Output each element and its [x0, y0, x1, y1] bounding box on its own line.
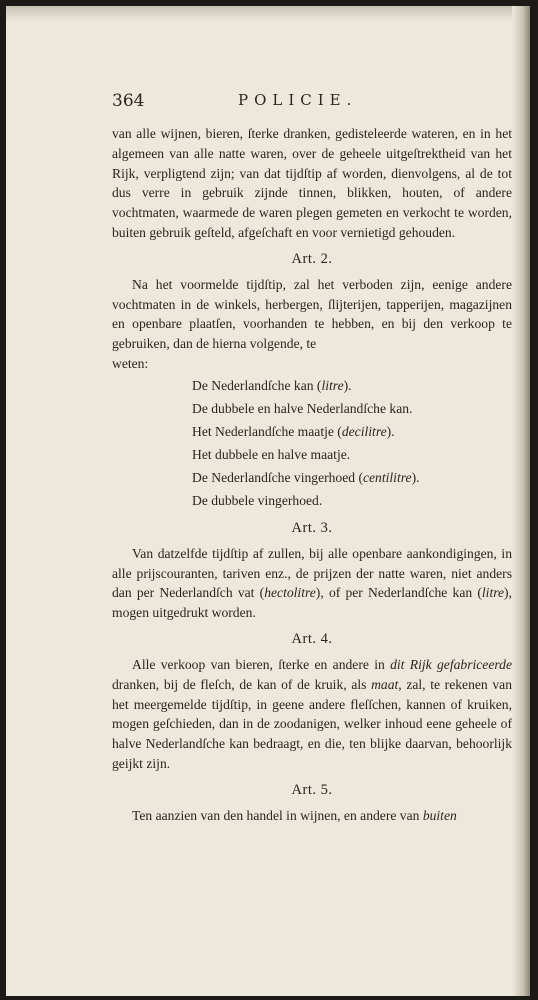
page-top-shadow — [6, 6, 530, 22]
book-page — [6, 6, 530, 996]
article-3-heading: Art. 3. — [291, 519, 333, 536]
page-gutter-shadow — [512, 6, 530, 996]
article-4-italic-a: dit Rijk gefabriceerde — [390, 656, 512, 672]
article-4-text — [112, 655, 512, 774]
article-5-text-a: Ten aanzien van den handel in wijnen, en andere van — [132, 807, 423, 823]
measure-item — [192, 443, 512, 466]
measure-text: De Nederlandſche vingerhoed ( — [192, 469, 363, 485]
article-2-lead: weten: — [112, 355, 149, 371]
article-3-italic-b: litre — [481, 585, 505, 601]
article-4-italic-b: maat — [371, 676, 399, 692]
measures-list — [192, 374, 512, 512]
article-2-body: Na het voormelde tijdſtip, zal het verboden zijn, eenige andere vochtmaten in de winkels, herbergen, ſlijterijen, tapperijen, magazijnen en openbare plaatſen, voorhanden te hebben, en bij den verkoop te gebruiken, dan de hierna volgende, te — [112, 276, 512, 352]
measure-item — [192, 374, 512, 397]
measure-item — [192, 397, 512, 420]
measure-unit: centilitre — [362, 469, 412, 485]
running-title: POLICIE. — [238, 91, 358, 109]
measure-text: De dubbele en halve Nederlandſche kan. — [192, 400, 413, 416]
article-3-text-b: ), of per Nederlandſche kan ( — [315, 585, 482, 601]
article-5-italic-a: buiten — [422, 807, 457, 823]
measure-text: De dubbele vingerhoed. — [192, 492, 323, 508]
article-4-text-b: dranken, bij de fleſch, de kan of de kruik, als — [112, 676, 372, 692]
measure-unit: decilitre — [341, 423, 387, 439]
page-body — [112, 124, 512, 826]
article-4-text-a: Alle verkoop van bieren, ſterke en andere in — [132, 656, 391, 672]
article-4-text-c: , zal, te rekenen van het meergemelde tijdſtip, in geene andere fleſſchen, kannen of kruiken, mogen geſchieden, dan in de zoodanigen, welker inhoud eene geheele of halve Nederlandſche kan bedraagt, en die, ten blijke daarvan, behoorlijk geijkt zijn. — [112, 676, 512, 771]
article-3-text-c: ), mogen uitgedrukt worden. — [112, 585, 512, 621]
paragraph-continuation: van alle wijnen, bieren, ſterke dranken, gedisteleerde wateren, en in het algemeen van alle natte waren, over de geheele uitgeſtrektheid van het Rijk, verpligtend zijn; van dat tijdſtip af worden, dienvolgens, al de tot dus verre in gebruik zijnde tinnen, blikken, houten, of andere vochtmaten, waarmede de waren plegen gemeten en verkocht te worden, buiten gebruik geſteld, afgeſchaft en voor vernietigd gehouden. — [112, 126, 512, 240]
measure-item — [192, 489, 512, 512]
measure-item — [192, 466, 512, 489]
measure-text: Het dubbele en halve maatje. — [192, 446, 351, 462]
article-5-text — [112, 806, 512, 826]
measure-text: Het Nederlandſche maatje ( — [192, 423, 342, 439]
article-3-italic-a: hectolitre — [264, 585, 316, 601]
measure-item — [192, 420, 512, 443]
measure-end: ). — [386, 423, 395, 439]
measure-text: De Nederlandſche kan ( — [192, 377, 322, 393]
article-4-heading: Art. 4. — [291, 630, 333, 647]
article-2-text — [112, 275, 512, 354]
article-2-heading: Art. 2. — [291, 250, 333, 267]
measure-end: ). — [411, 469, 420, 485]
article-5-heading: Art. 5. — [291, 781, 333, 798]
page-header — [112, 91, 492, 115]
article-3-text — [112, 544, 512, 623]
page-number: 364 — [112, 91, 145, 111]
article-3-text-a: Van datzelfde tijdſtip af zullen, bij alle openbare aankondigingen, in alle prijscouranten, tariven enz., de prijzen der natte waren, niet anders dan per Nederlandſch vat ( — [112, 545, 512, 601]
measure-end: ). — [343, 377, 352, 393]
measure-unit: litre — [321, 377, 344, 393]
